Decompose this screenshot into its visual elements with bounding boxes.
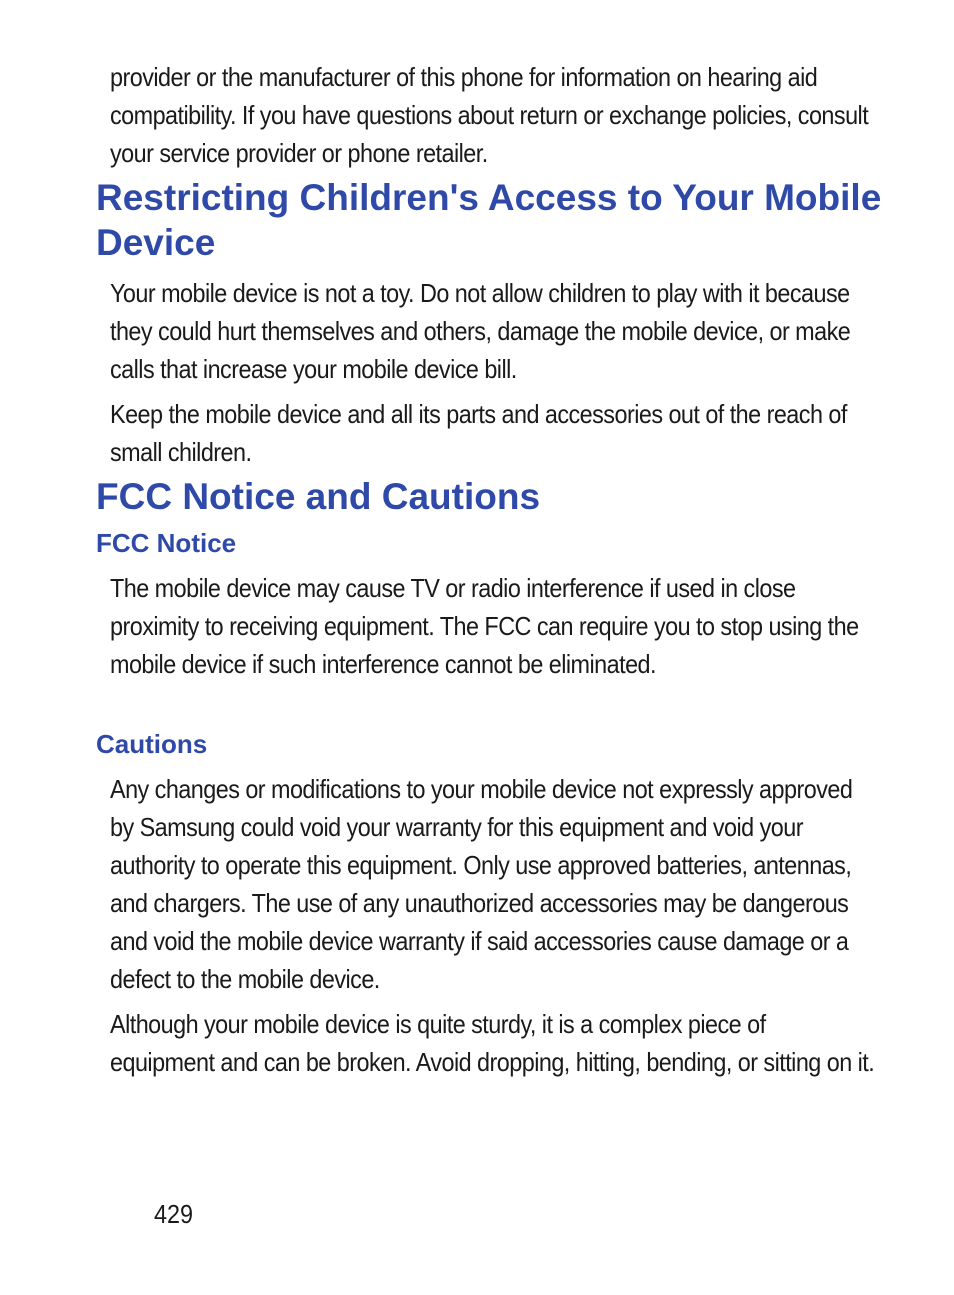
children-paragraph-2: Keep the mobile device and all its parts and accessories out of the reach of small children. — [110, 399, 847, 467]
cautions-paragraph-1: Any changes or modifications to your mobile device not expressly approved by Samsung could void your warranty for this equipment and void your authority to operate this equipment. Only use approved batteries, antennas, and chargers. The use of any unauthorized accessories may be dangerous and void the mobile device warranty if said accessories cause damage or a defect to the mobile device. — [110, 774, 853, 994]
fcc-notice-paragraph: The mobile device may cause TV or radio interference if used in close proximity to receiving equipment. The FCC can require you to stop using the mobile device if such interference cannot be eliminated. — [110, 573, 859, 679]
section-heading-fcc: FCC Notice and Cautions — [96, 476, 541, 517]
section-heading-children-access: Restricting Children's Access to Your Mobile Device — [96, 177, 882, 263]
subheading-fcc-notice: FCC Notice — [96, 528, 237, 558]
intro-paragraph: provider or the manufacturer of this phone for information on hearing aid compatibility. If you have questions about return or exchange policies, consult your service provider or phone retailer. — [110, 62, 869, 168]
subheading-cautions: Cautions — [96, 729, 208, 759]
cautions-paragraph-2: Although your mobile device is quite sturdy, it is a complex piece of equipment and can be broken. Avoid dropping, hitting, bending, or sitting on it. — [110, 1009, 875, 1077]
children-paragraph-1: Your mobile device is not a toy. Do not allow children to play with it because they could hurt themselves and others, damage the mobile device, or make calls that increase your mobile device bill. — [110, 278, 851, 384]
page-number: 429 — [154, 1199, 194, 1229]
